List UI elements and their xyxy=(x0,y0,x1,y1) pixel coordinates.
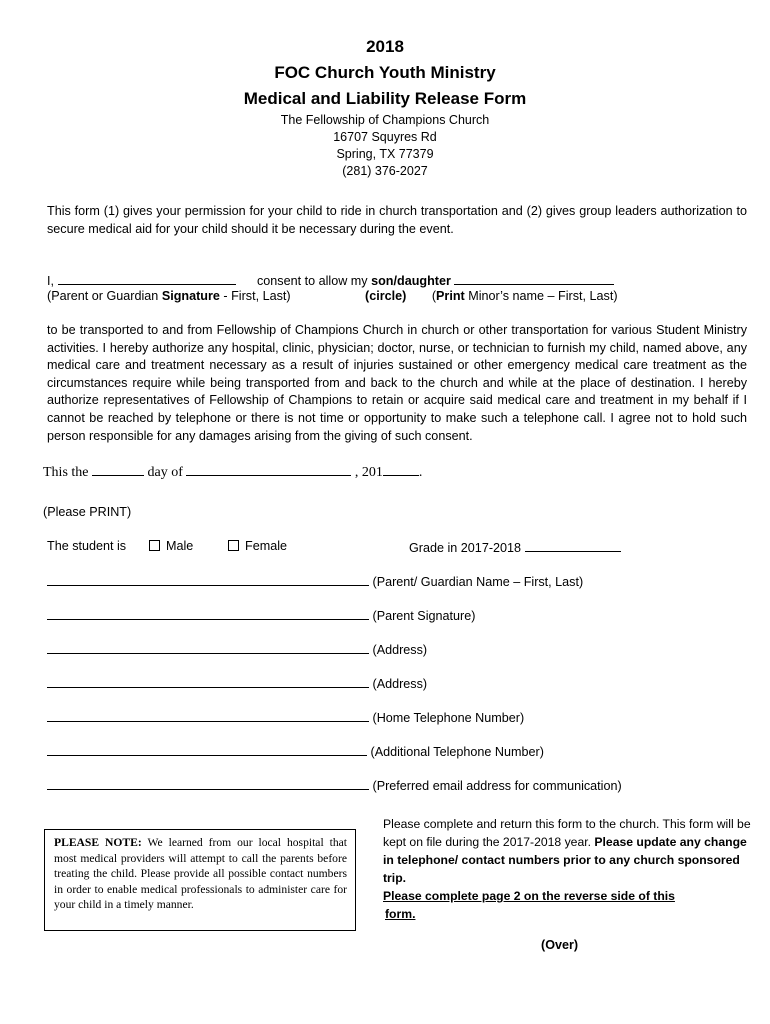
church-street: 16707 Squyres Rd xyxy=(333,130,437,144)
consent-text: consent to allow my xyxy=(257,274,368,288)
intro-paragraph: This form (1) gives your permission for your child to ride in church transportation and (2) gives group leaders authorization to secure medical aid for your child should it be necessary during the event. xyxy=(47,204,747,236)
grade-label: Grade in 2017-2018 xyxy=(409,541,522,555)
male-label: Male xyxy=(166,539,194,553)
day-blank[interactable] xyxy=(92,462,144,476)
student-label: The student is xyxy=(47,539,127,553)
date-period: . xyxy=(418,465,423,480)
field-label: (Preferred email address for communication) xyxy=(372,779,622,793)
please-note-text xyxy=(54,835,347,913)
authorization-paragraph: to be transported to and from Fellowship of Champions Church in church or other transportation for various Student Ministry activities. I hereby authorize any hospital, clinic, physician; doctor, nurse, or technician to furnish my child, named above, any medical care and treatment necessary as a result of injuries sustained or other emergency medical care treatment as the circumstances require while being transported from and back to the church and while at the place of destination. I hereby authorize representatives of Fellowship of Champions to retain or acquire said medical care and treatment in my behalf if I cannot be reached by telephone or there is not time or opportunity to make such a telephone call. I agree not to hold such person responsible for any damages arising from the giving of such consent. xyxy=(47,323,747,443)
return-bold: Please update any change in telephone/ contact numbers prior to any church sponsored trip. xyxy=(383,835,747,885)
address-line-2[interactable] xyxy=(47,675,369,688)
church-name: The Fellowship of Champions Church xyxy=(280,113,490,127)
minor-name-blank[interactable] xyxy=(454,272,614,285)
this-the-label: This the xyxy=(43,465,89,480)
field-label: (Additional Telephone Number) xyxy=(370,745,544,759)
circle-label: (circle) xyxy=(365,289,407,303)
field-email xyxy=(47,777,622,793)
email-line[interactable] xyxy=(47,777,369,790)
church-city: Spring, TX 77379 xyxy=(336,147,434,161)
org-title: FOC Church Youth Ministry xyxy=(274,63,496,82)
parent-hint-signature: Signature xyxy=(161,289,220,303)
field-label: (Address) xyxy=(372,677,428,691)
consent-line xyxy=(47,272,614,288)
male-checkbox[interactable] xyxy=(149,540,160,551)
minor-hint: Minor’s name – First, Last) xyxy=(468,289,618,303)
additional-phone-line[interactable] xyxy=(47,743,367,756)
field-parent-signature xyxy=(47,607,475,623)
over-label: (Over) xyxy=(541,938,579,952)
year-blank[interactable] xyxy=(383,462,419,476)
grade-blank[interactable] xyxy=(525,539,621,552)
return-plain: Please complete and return this form to the church. This form will be kept on file during the 2017-2018 year. xyxy=(383,817,751,849)
home-phone-line[interactable] xyxy=(47,709,369,722)
field-label: (Parent Signature) xyxy=(372,609,476,623)
please-print: (Please PRINT) xyxy=(43,505,132,519)
month-blank[interactable] xyxy=(186,462,351,476)
field-label: (Home Telephone Number) xyxy=(372,711,525,725)
year-prefix: , 201 xyxy=(354,465,383,480)
field-address-1 xyxy=(47,641,427,657)
circle-hint xyxy=(365,289,618,303)
date-line xyxy=(43,462,422,481)
form-year: 2018 xyxy=(366,37,404,56)
i-label: I, xyxy=(47,274,54,288)
grade-field xyxy=(409,539,621,555)
print-open: ( xyxy=(431,289,437,303)
field-additional-phone xyxy=(47,743,544,759)
print-label: Print xyxy=(436,289,465,303)
field-address-2 xyxy=(47,675,427,691)
return-page2-b: form. xyxy=(385,907,416,921)
consent-hint-line xyxy=(47,289,291,303)
form-title: Medical and Liability Release Form xyxy=(243,89,527,108)
church-phone: (281) 376-2027 xyxy=(342,164,428,178)
field-label: (Address) xyxy=(372,643,428,657)
male-option[interactable] xyxy=(149,539,193,553)
return-instructions xyxy=(383,815,753,923)
female-label: Female xyxy=(245,539,287,553)
parent-hint-c: - First, Last) xyxy=(223,289,291,303)
please-note-body: We learned from our local hospital that most medical providers will attempt to call the parents before treating the child. Please provide all possible contact numbers in order to enable medical professionals to administer care for your child in a timely manner. xyxy=(54,836,347,912)
return-page2-a: Please complete page 2 on the reverse side of this xyxy=(383,889,675,903)
female-option[interactable] xyxy=(228,539,287,553)
parent-signature-line[interactable] xyxy=(47,607,369,620)
field-guardian-name xyxy=(47,573,583,589)
please-note-box xyxy=(44,829,356,931)
guardian-name-blank[interactable] xyxy=(58,272,236,285)
parent-hint-a: (Parent or Guardian xyxy=(47,289,159,303)
day-of-label: day of xyxy=(147,465,183,480)
son-daughter-label: son/daughter xyxy=(371,274,451,288)
female-checkbox[interactable] xyxy=(228,540,239,551)
address-line-1[interactable] xyxy=(47,641,369,654)
please-note-label: PLEASE NOTE: xyxy=(54,836,142,849)
field-label: (Parent/ Guardian Name – First, Last) xyxy=(372,575,584,589)
guardian-name-line[interactable] xyxy=(47,573,369,586)
field-home-phone xyxy=(47,709,524,725)
